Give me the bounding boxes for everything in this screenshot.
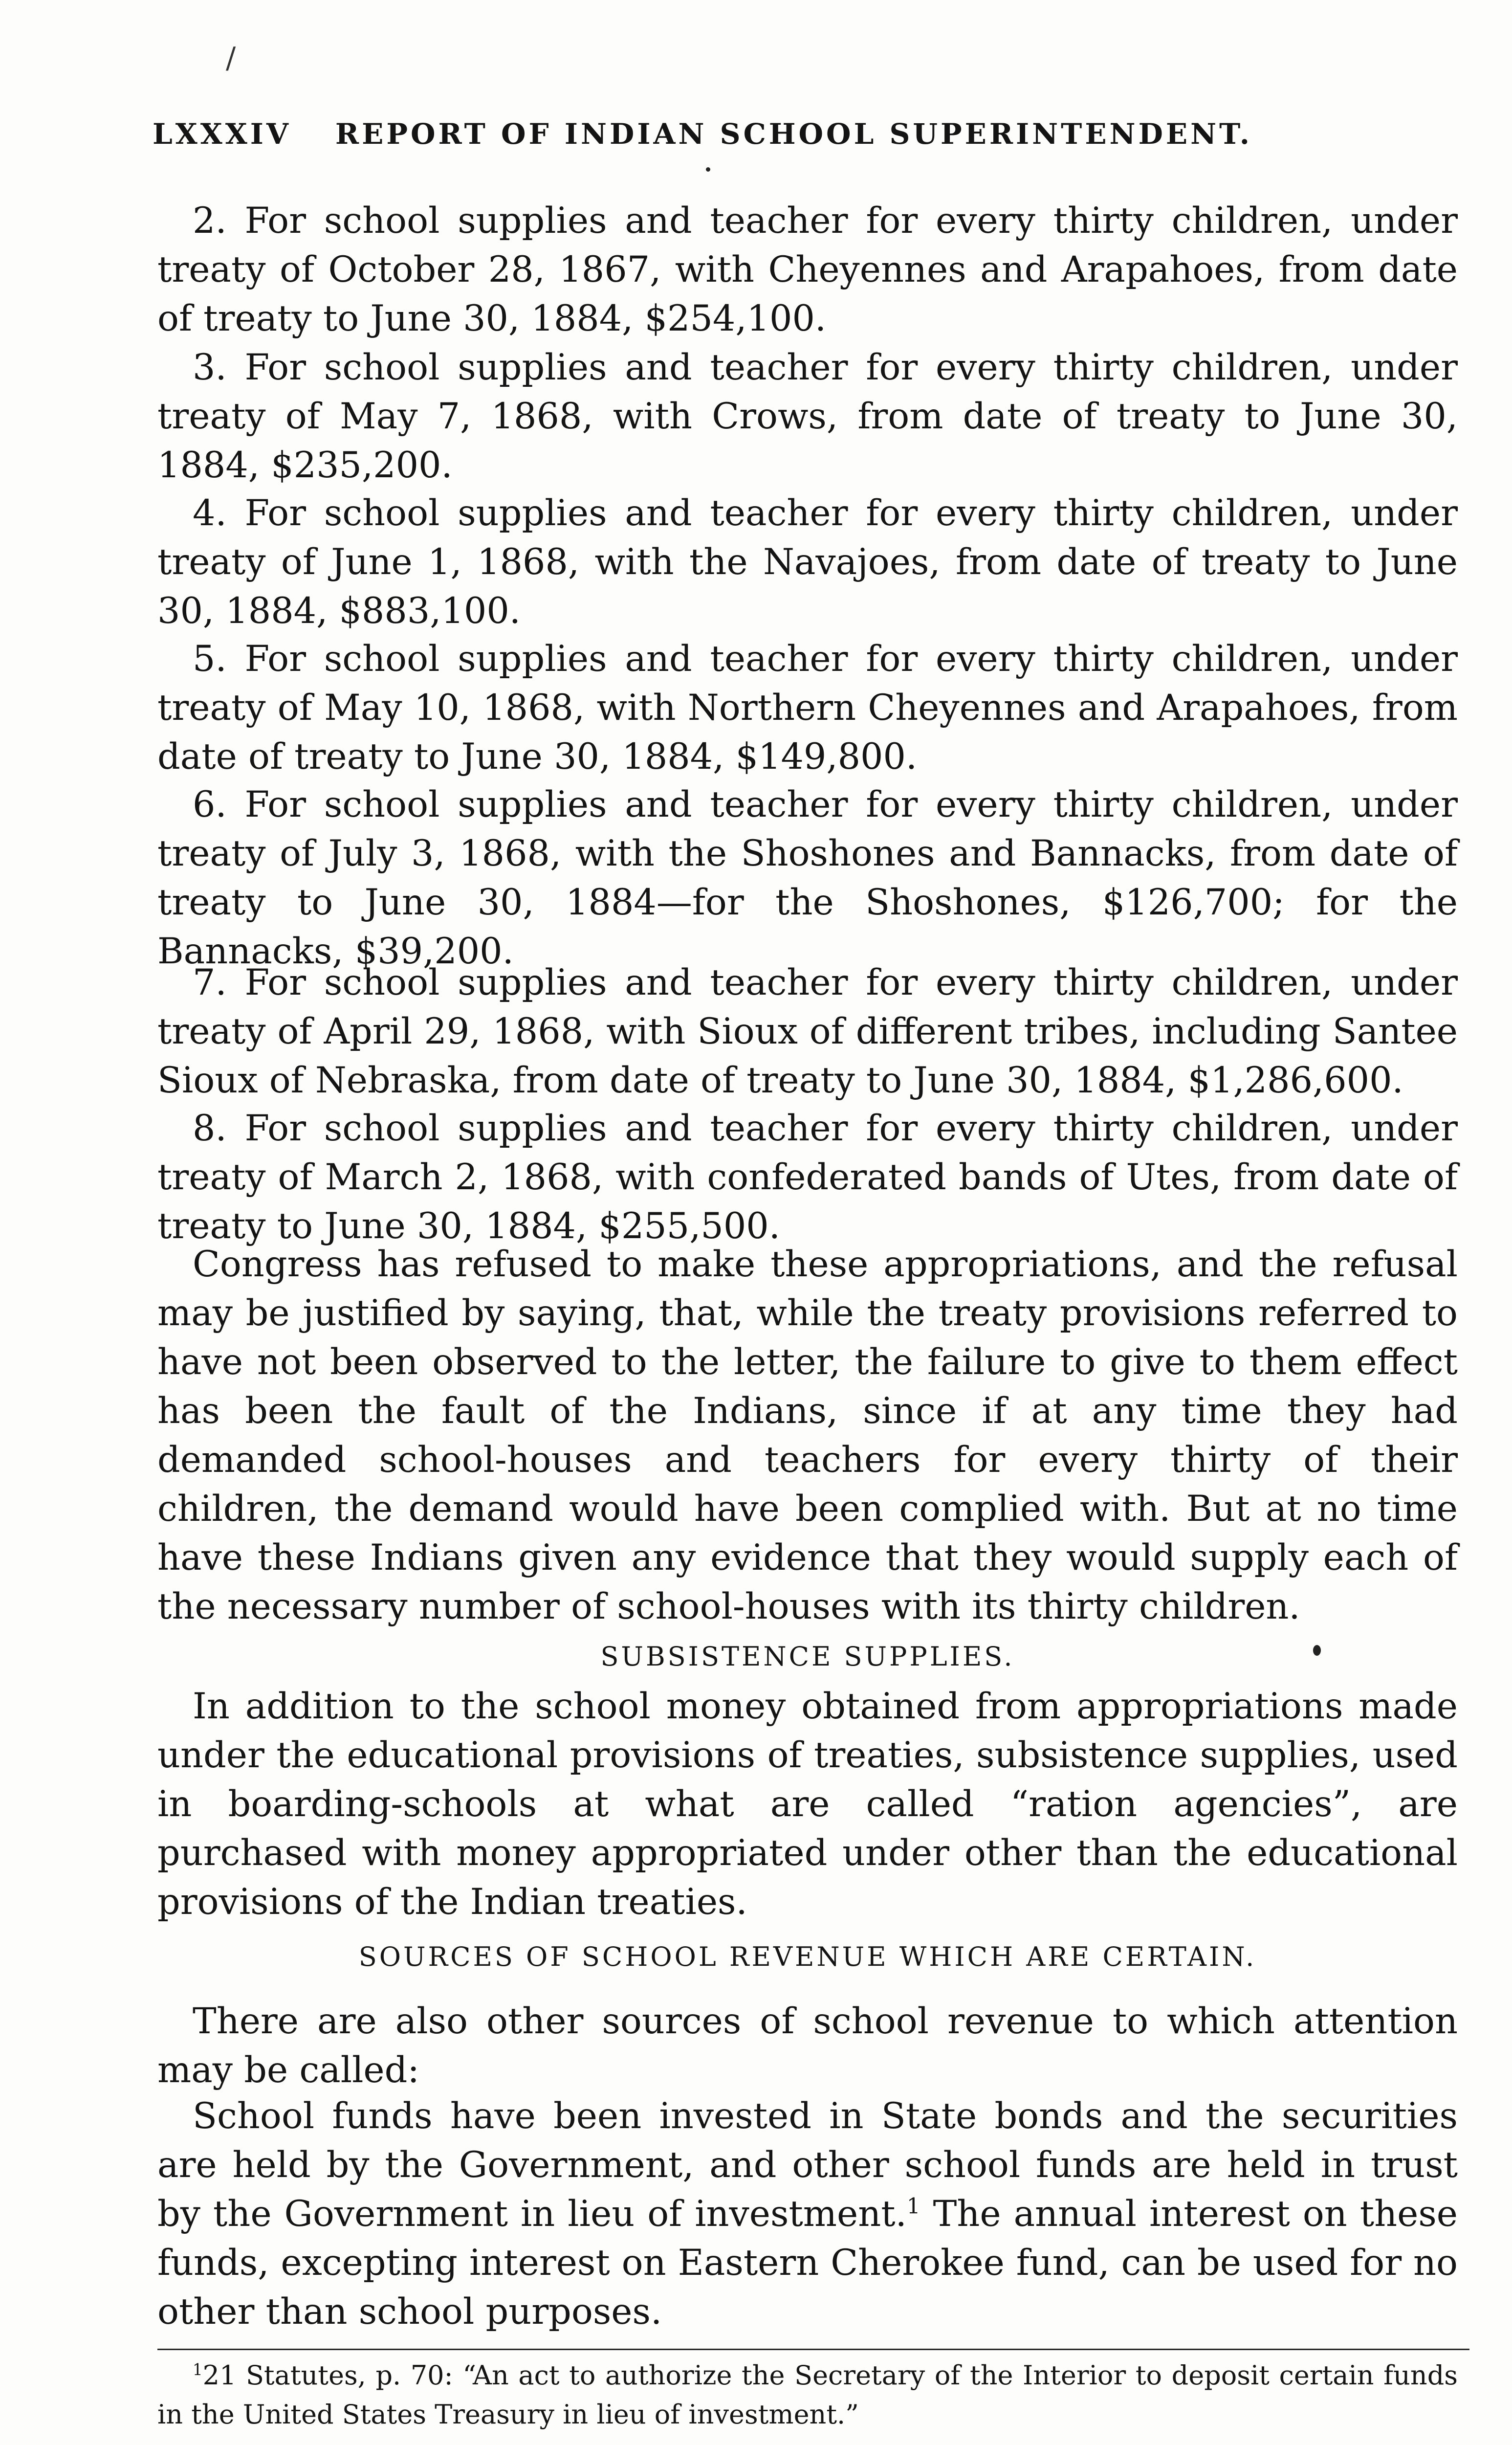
footnote-marker: 1: [193, 2360, 203, 2379]
footnote-reference: 1: [906, 2194, 920, 2219]
footnote: [157, 2356, 1458, 2434]
school-funds-text: School funds have been invested in State bonds and the securities are held by the Government, and other school funds are held in trust by the Government in lieu of investment.: [157, 2095, 1458, 2235]
item-2: 2. For school supplies and teacher for every thirty children, under treaty of October 28, 1867, with Cheyennes and Arapahoes, from date of treaty to June 30, 1884, $254,100.: [157, 200, 1458, 339]
paragraph-other-sources: There are also other sources of school revenue to which attention may be called:: [157, 2000, 1458, 2091]
heading-subsistence-supplies: SUBSISTENCE SUPPLIES.: [600, 1641, 1015, 1672]
running-head: [153, 117, 1252, 151]
item-6: 6. For school supplies and teacher for every thirty children, under treaty of July 3, 1868, with the Shoshones and Bannacks, from date of treaty to June 30, 1884—for the Shoshones, $126,700; for the Bannacks, $39,200.: [157, 784, 1458, 972]
item-5: 5. For school supplies and teacher for every thirty children, under treaty of May 10, 1868, with Northern Cheyennes and Arapahoes, from date of treaty to June 30, 1884, $149,800.: [157, 638, 1458, 778]
footnote-text: 21 Statutes, p. 70: “An act to authorize the Secretary of the Interior to deposit certain funds in the United States Treasury in lieu of investment.”: [157, 2360, 1458, 2430]
ink-speck: [1313, 1645, 1321, 1656]
item-8: 8. For school supplies and teacher for every thirty children, under treaty of March 2, 1868, with confederated bands of Utes, from date of treaty to June 30, 1884, $255,500.: [157, 1108, 1458, 1247]
paragraph-school-funds: [157, 2092, 1458, 2336]
item-4: 4. For school supplies and teacher for every thirty children, under treaty of June 1, 1868, with the Navajoes, from date of treaty to June 30, 1884, $883,100.: [157, 492, 1458, 632]
footnote-rule: [157, 2349, 1469, 2350]
ink-speck: [706, 167, 710, 172]
running-title: REPORT OF INDIAN SCHOOL SUPERINTENDENT.: [335, 117, 1252, 151]
paragraph-congress: Congress has refused to make these appropriations, and the refusal may be justified by saying, that, while the treaty provisions referred to have not been observed to the letter, the failure to give to them effect has been the fault of the Indians, since if at any time they had demanded school-houses and teachers for every thirty of their children, the demand would have been complied with. But at no time have these Indians given any evidence that they would supply each of the necessary number of school-houses with its thirty children.: [157, 1244, 1458, 1627]
stray-pencil-mark: /: [226, 41, 236, 75]
heading-sources-of-revenue: SOURCES OF SCHOOL REVENUE WHICH ARE CERTAIN.: [358, 1941, 1257, 1972]
paragraph-subsistence: In addition to the school money obtained from appropriations made under the educational provisions of treaties, subsistence supplies, used in boarding-schools at what are called “ration agencies”, are purchased with money appropriated under other than the educational provisions of the Indian treaties.: [157, 1686, 1458, 1923]
item-3: 3. For school supplies and teacher for every thirty children, under treaty of May 7, 1868, with Crows, from date of treaty to June 30, 1884, $235,200.: [157, 347, 1458, 486]
page-folio: LXXXIV: [153, 117, 291, 151]
item-7: 7. For school supplies and teacher for every thirty children, under treaty of April 29, 1868, with Sioux of different tribes, including Santee Sioux of Nebraska, from date of treaty to June 30, 1884, $1,286,600.: [157, 962, 1458, 1101]
school-funds-text-continued: The annual interest on these funds, excepting interest on Eastern Cherokee fund, can be used for no other than school purposes.: [157, 2193, 1458, 2333]
